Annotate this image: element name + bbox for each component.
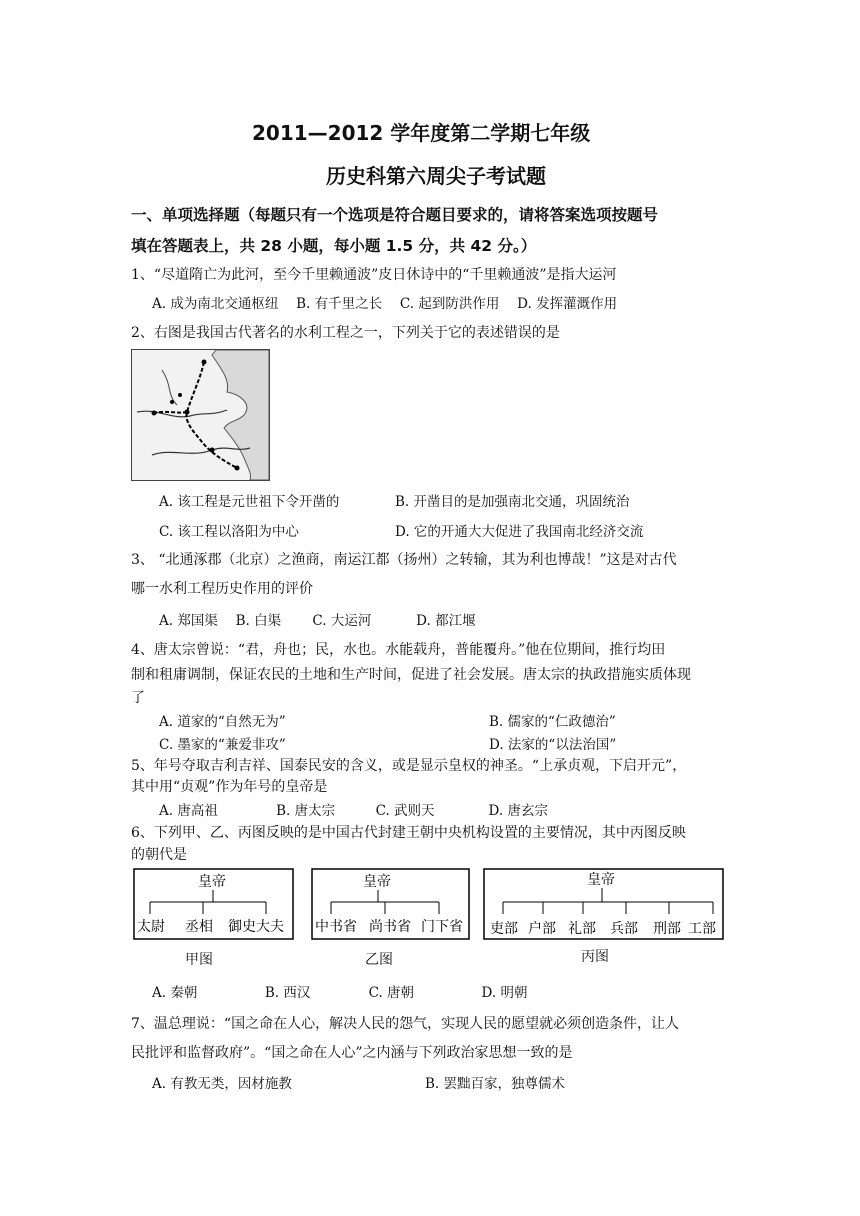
org-chart-bing xyxy=(483,866,725,942)
question-5-stem: 5、年号夺取吉利吉祥、国泰民安的含义，或是显示皇权的神圣。“上承贞观，下启开元”， xyxy=(131,758,687,774)
bing-node-4: 兵部 xyxy=(610,921,638,937)
question-4-option-d: D. 法家的“以法治国” xyxy=(489,737,617,753)
question-3-options: A. 郑国渠 B. 白渠 C. 大运河 D. 都江堰 xyxy=(159,613,476,629)
question-4-stem-cont2: 了 xyxy=(131,690,145,706)
question-7-stem: 7、温总理说：“国之命在人心，解决人民的怨气，实现人民的愿望就必须创造条件，让人 xyxy=(131,1016,680,1032)
question-2-option-a: A. 该工程是元世祖下令开凿的 xyxy=(159,494,340,510)
question-2-option-d: D. 它的开通大大促进了我国南北经济交流 xyxy=(395,524,644,540)
bing-node-3: 礼部 xyxy=(568,921,596,937)
grand-canal-map-image xyxy=(131,349,270,481)
question-1-stem: 1、“尽道隋亡为此河，至今千里赖通波”皮日休诗中的“千里赖通波”是指大运河 xyxy=(131,267,617,283)
question-6-options: A. 秦朝 B. 西汉 C. 唐朝 D. 明朝 xyxy=(152,985,528,1001)
jia-node-2: 丞相 xyxy=(185,919,213,935)
question-7-option-b: B. 罢黜百家，独尊儒术 xyxy=(425,1076,566,1092)
yi-node-2: 尚书省 xyxy=(369,919,411,935)
page-subtitle: 历史科第六周尖子考试题 xyxy=(326,164,546,188)
question-4-option-b: B. 儒家的“仁政德治” xyxy=(489,714,616,730)
org-chart-jia xyxy=(133,868,295,942)
question-2-option-c: C. 该工程以洛阳为中心 xyxy=(159,524,299,540)
jia-node-1: 太尉 xyxy=(137,919,165,935)
bing-caption: 丙图 xyxy=(581,949,609,965)
question-6-stem: 6、下列甲、乙、丙图反映的是中国古代封建王朝中央机构设置的主要情况，其中丙图反映 xyxy=(131,825,686,841)
org-chart-yi xyxy=(311,868,471,942)
yi-top-node: 皇帝 xyxy=(363,874,391,890)
question-5-stem-cont: 其中用“贞观”作为年号的皇帝是 xyxy=(131,779,328,795)
bing-node-2: 户部 xyxy=(528,921,556,937)
question-4-option-a: A. 道家的“自然无为” xyxy=(159,714,286,730)
question-3-stem-cont: 哪一水利工程历史作用的评价 xyxy=(131,581,313,597)
question-2-option-b: B. 开凿目的是加强南北交通，巩固统治 xyxy=(395,494,630,510)
yi-node-1: 中书省 xyxy=(315,919,357,935)
question-7-stem-cont: 民批评和监督政府”。“国之命在人心”之内涵与下列政治家思想一致的是 xyxy=(131,1045,573,1061)
bing-node-6: 工部 xyxy=(688,921,716,937)
section-heading: 一、单项选择题（每题只有一个选项是符合题目要求的，请将答案选项按题号 xyxy=(131,206,659,224)
question-2-stem: 2、右图是我国古代著名的水利工程之一，下列关于它的表述错误的是 xyxy=(131,325,560,341)
question-4-stem-cont: 制和租庸调制，保证农民的土地和生产时间，促进了社会发展。唐太宗的执政措施实质体现 xyxy=(131,667,691,683)
question-3-stem: 3、 “北通涿郡（北京）之渔商，南运江都（扬州）之转输，其为利也博哉！”这是对古代 xyxy=(131,552,677,568)
question-7-option-a: A. 有教无类，因材施教 xyxy=(152,1076,292,1092)
question-1-options: A. 成为南北交通枢纽 B. 有千里之长 C. 起到防洪作用 D. 发挥灌溉作用 xyxy=(152,296,618,312)
yi-caption: 乙图 xyxy=(365,952,393,968)
question-5-options: A. 唐高祖 B. 唐太宗 C. 武则天 D. 唐玄宗 xyxy=(159,803,548,819)
question-4-option-c: C. 墨家的“兼爱非攻” xyxy=(159,737,286,753)
jia-caption: 甲图 xyxy=(185,952,213,968)
question-4-stem: 4、唐太宗曾说：“君，舟也；民，水也。水能载舟，普能覆舟。”他在位期间，推行均田 xyxy=(131,642,666,658)
jia-node-3: 御史大夫 xyxy=(228,919,284,935)
bing-top-node: 皇帝 xyxy=(587,872,615,888)
jia-top-node: 皇帝 xyxy=(198,874,226,890)
map-drawing xyxy=(132,350,269,480)
page-title: 2011—2012 学年度第二学期七年级 xyxy=(252,121,591,145)
bing-node-5: 刑部 xyxy=(653,921,681,937)
bing-node-1: 吏部 xyxy=(490,921,518,937)
yi-node-3: 门下省 xyxy=(421,919,463,935)
question-6-stem-cont: 的朝代是 xyxy=(131,847,187,863)
section-heading-cont: 填在答题表上，共 28 小题，每小题 1.5 分，共 42 分。） xyxy=(131,237,537,255)
